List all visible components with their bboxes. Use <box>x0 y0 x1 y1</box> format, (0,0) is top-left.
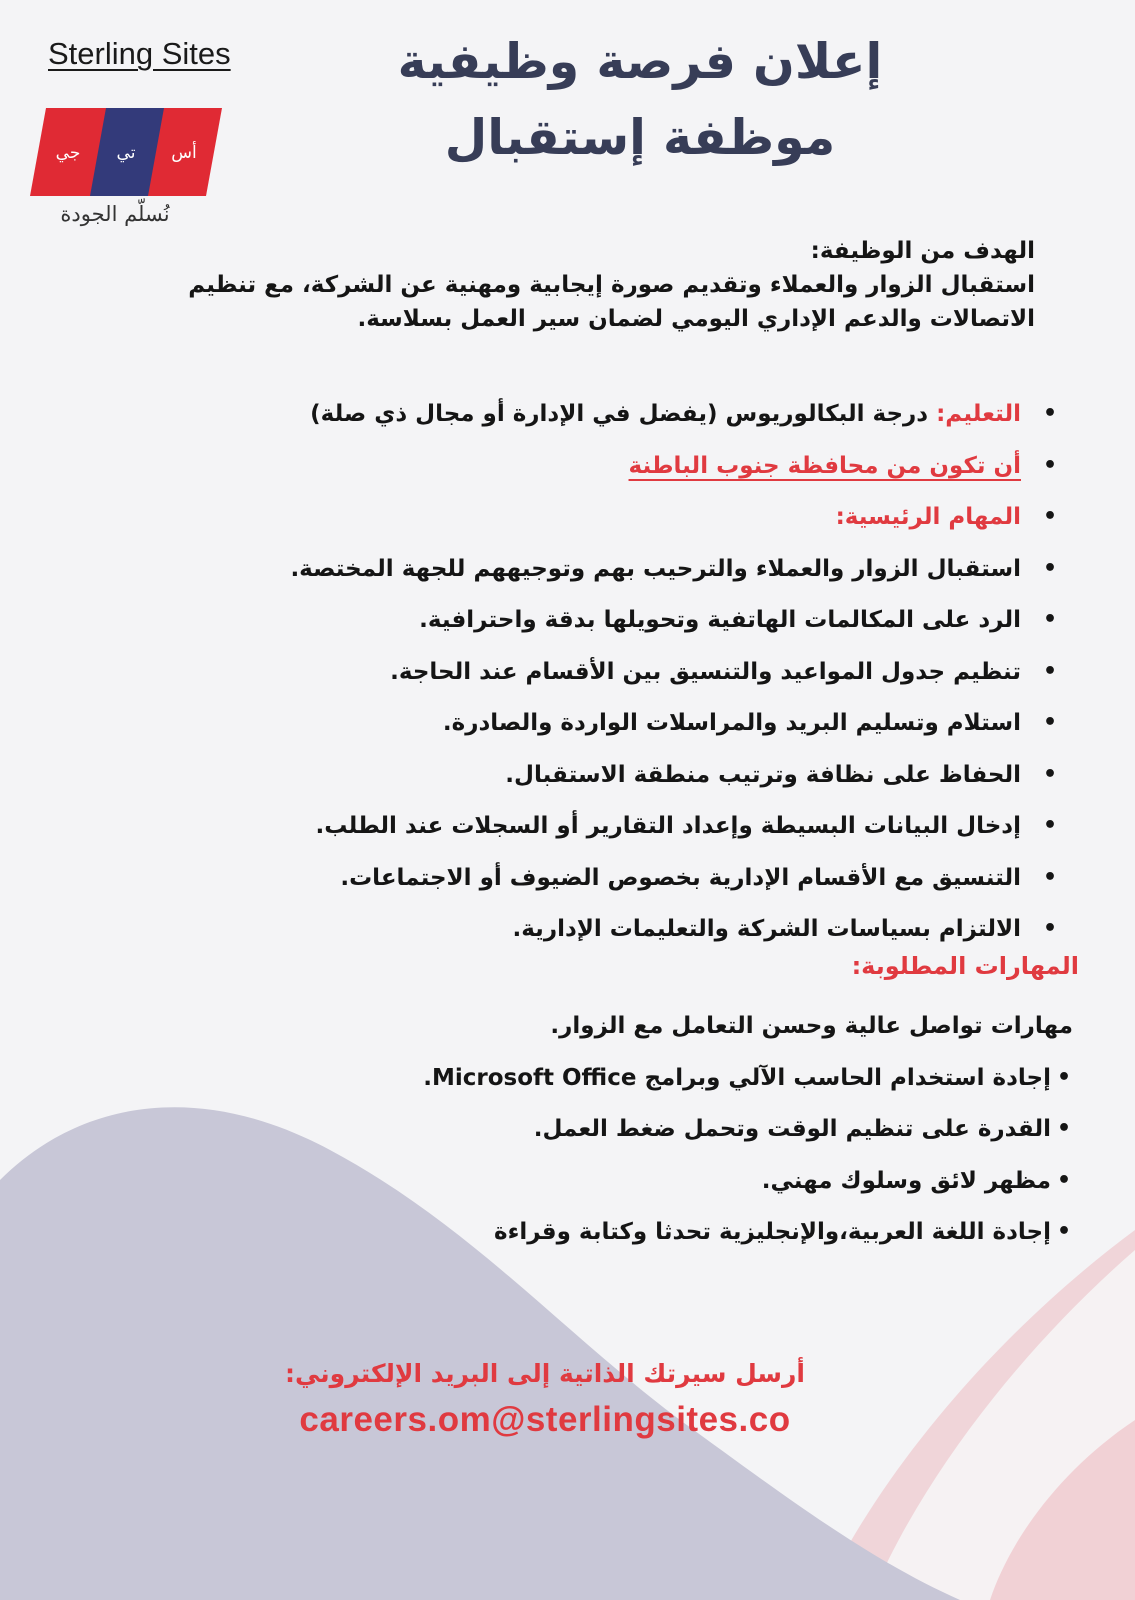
requirements-list <box>117 390 1057 957</box>
job-headline <box>330 24 950 176</box>
location-item <box>117 442 1057 494</box>
logo-tagline: نُسلّم الجودة <box>60 202 170 226</box>
task-item: • الالتزام بسياسات الشركة والتعليمات الإدارية. <box>117 905 1057 957</box>
logo-letter-middle: تي <box>116 143 136 163</box>
tasks-title-item <box>117 493 1057 545</box>
tasks-title: المهام الرئيسية: <box>835 504 1021 530</box>
task-item: • تنظيم جدول المواعيد والتنسيق بين الأقسام عند الحاجة. <box>117 648 1057 700</box>
skill-item: • إجادة استخدام الحاسب الآلي وبرامج Microsoft Office. <box>113 1054 1073 1106</box>
education-value: درجة البكالوريوس (يفضل في الإدارة أو مجال ذي صلة) <box>310 401 937 427</box>
education-label: التعليم: <box>936 401 1021 427</box>
logo-letter-right: أس <box>171 143 197 163</box>
company-logo <box>30 108 222 196</box>
objective-line-1: استقبال الزوار والعملاء وتقديم صورة إيجابية ومهنية عن الشركة، مع تنظيم <box>188 272 1035 298</box>
brand-name: Sterling Sites <box>48 36 231 71</box>
location-requirement: أن تكون من محافظة جنوب الباطنة <box>628 452 1021 479</box>
job-objective <box>75 234 1035 336</box>
skill-item: • إجادة اللغة العربية،والإنجليزية تحدثا وكتابة وقراءة <box>113 1208 1073 1260</box>
headline-position: موظفة إستقبال <box>444 109 836 166</box>
contact-block <box>260 1352 830 1444</box>
task-item: • الرد على المكالمات الهاتفية وتحويلها بدقة واحترافية. <box>117 596 1057 648</box>
contact-label: أرسل سيرتك الذاتية إلى البريد الإلكتروني: <box>285 1359 805 1388</box>
objective-line-2: الاتصالات والدعم الإداري اليومي لضمان سير العمل بسلاسة. <box>357 306 1035 332</box>
skills-list <box>113 1002 1073 1260</box>
contact-email[interactable]: careers.om@sterlingsites.co <box>299 1400 791 1439</box>
task-item: • التنسيق مع الأقسام الإدارية بخصوص الضيوف أو الاجتماعات. <box>117 854 1057 906</box>
skill-item: • القدرة على تنظيم الوقت وتحمل ضغط العمل. <box>113 1105 1073 1157</box>
skill-item: مهارات تواصل عالية وحسن التعامل مع الزوار. <box>550 1013 1073 1039</box>
task-item: • الحفاظ على نظافة وترتيب منطقة الاستقبال. <box>117 751 1057 803</box>
skills-title: المهارات المطلوبة: <box>851 952 1079 980</box>
task-item: • استقبال الزوار والعملاء والترحيب بهم وتوجيههم للجهة المختصة. <box>117 545 1057 597</box>
task-item: • استلام وتسليم البريد والمراسلات الواردة والصادرة. <box>117 699 1057 751</box>
logo-letter-left: جي <box>55 143 81 163</box>
education-item <box>117 390 1057 442</box>
headline-title: إعلان فرصة وظيفية <box>397 33 883 90</box>
objective-title: الهدف من الوظيفة: <box>810 238 1035 264</box>
task-item: • إدخال البيانات البسيطة وإعداد التقارير أو السجلات عند الطلب. <box>117 802 1057 854</box>
skill-item: • مظهر لائق وسلوك مهني. <box>113 1157 1073 1209</box>
